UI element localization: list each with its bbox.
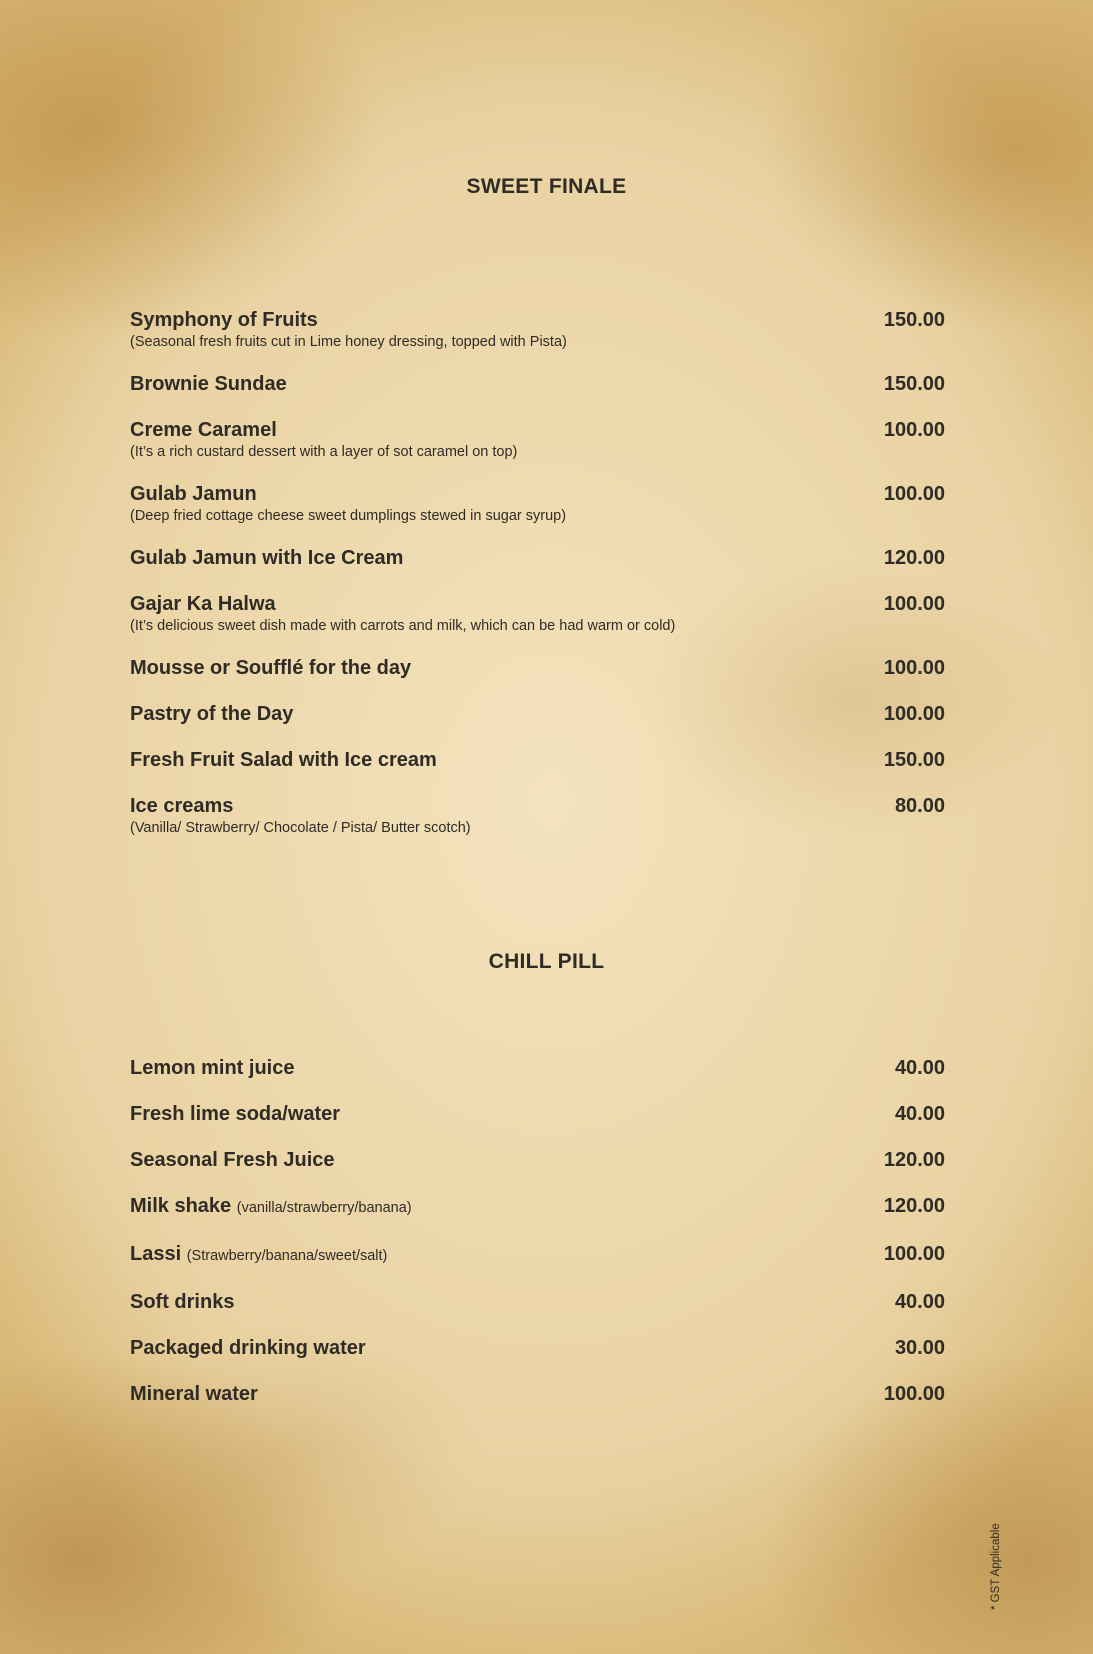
item-name: Packaged drinking water [130,1337,366,1359]
menu-item [130,1148,945,1172]
item-name: Symphony of Fruits [130,309,318,331]
item-price: 150.00 [883,749,945,771]
menu-item [130,418,945,462]
item-note: (vanilla/strawberry/banana) [236,1200,412,1216]
item-price: 150.00 [883,373,945,395]
item-price: 100.00 [883,593,945,615]
menu-item [130,1056,945,1080]
menu-item [130,702,945,726]
item-price: 100.00 [883,703,945,725]
menu-item [130,546,945,570]
menu-item [130,748,945,772]
item-price: 100.00 [883,1243,945,1265]
item-price: 100.00 [883,419,945,441]
item-price: 40.00 [894,1103,945,1125]
item-price: 40.00 [894,1057,945,1079]
menu-item [130,794,945,838]
item-price: 100.00 [883,483,945,505]
item-name: Mousse or Soufflé for the day [130,657,412,679]
menu-item [130,656,945,680]
item-name: Brownie Sundae [130,373,287,395]
item-name: Gulab Jamun with Ice Cream [130,547,404,569]
item-description: (Seasonal fresh fruits cut in Lime honey dressing, topped with Pista) [130,334,567,350]
item-price: 100.00 [883,657,945,679]
item-name: Seasonal Fresh Juice [130,1149,335,1171]
item-name: Lemon mint juice [130,1057,295,1079]
menu-item [130,1382,945,1406]
item-name: Pastry of the Day [130,703,294,725]
item-price: 150.00 [883,309,945,331]
item-description: (Vanilla/ Strawberry/ Chocolate / Pista/ Butter scotch) [130,820,471,836]
menu-list-sweet-finale [130,308,945,858]
item-name: Creme Caramel [130,419,277,441]
menu-item [130,592,945,636]
item-description: (Deep fried cottage cheese sweet dumplings stewed in sugar syrup) [130,508,567,524]
section-title-chill-pill: CHILL PILL [488,950,605,973]
menu-list-chill-pill [130,1056,945,1428]
menu-item [130,372,945,396]
item-note: (Strawberry/banana/sweet/salt) [186,1248,388,1264]
item-price: 120.00 [883,547,945,569]
menu-item [130,1194,945,1220]
item-price: 40.00 [894,1291,945,1313]
menu-item [130,482,945,526]
item-name: Soft drinks [130,1291,235,1313]
item-name: Fresh Fruit Salad with Ice cream [130,749,437,771]
item-description: (It’s delicious sweet dish made with carrots and milk, which can be had warm or cold) [130,618,676,634]
item-price: 120.00 [883,1149,945,1171]
item-price: 100.00 [883,1383,945,1405]
menu-item [130,1102,945,1126]
item-name: Ice creams [130,795,234,817]
item-name: Mineral water [130,1383,258,1405]
section-title-sweet-finale: SWEET FINALE [466,175,627,198]
item-price: 120.00 [883,1195,945,1217]
item-name: Gulab Jamun [130,483,257,505]
item-name: Milk shake [130,1195,232,1217]
item-name: Fresh lime soda/water [130,1103,341,1125]
item-description: (It’s a rich custard dessert with a layer of sot caramel on top) [130,444,518,460]
menu-item [130,1336,945,1360]
menu-item [130,1290,945,1314]
menu-item [130,308,945,352]
item-name: Gajar Ka Halwa [130,593,276,615]
item-price: 30.00 [894,1337,945,1359]
item-price: 80.00 [894,795,945,817]
menu-item [130,1242,945,1268]
gst-footnote: * GST Applicable [990,1523,1002,1610]
item-name: Lassi [130,1243,182,1265]
